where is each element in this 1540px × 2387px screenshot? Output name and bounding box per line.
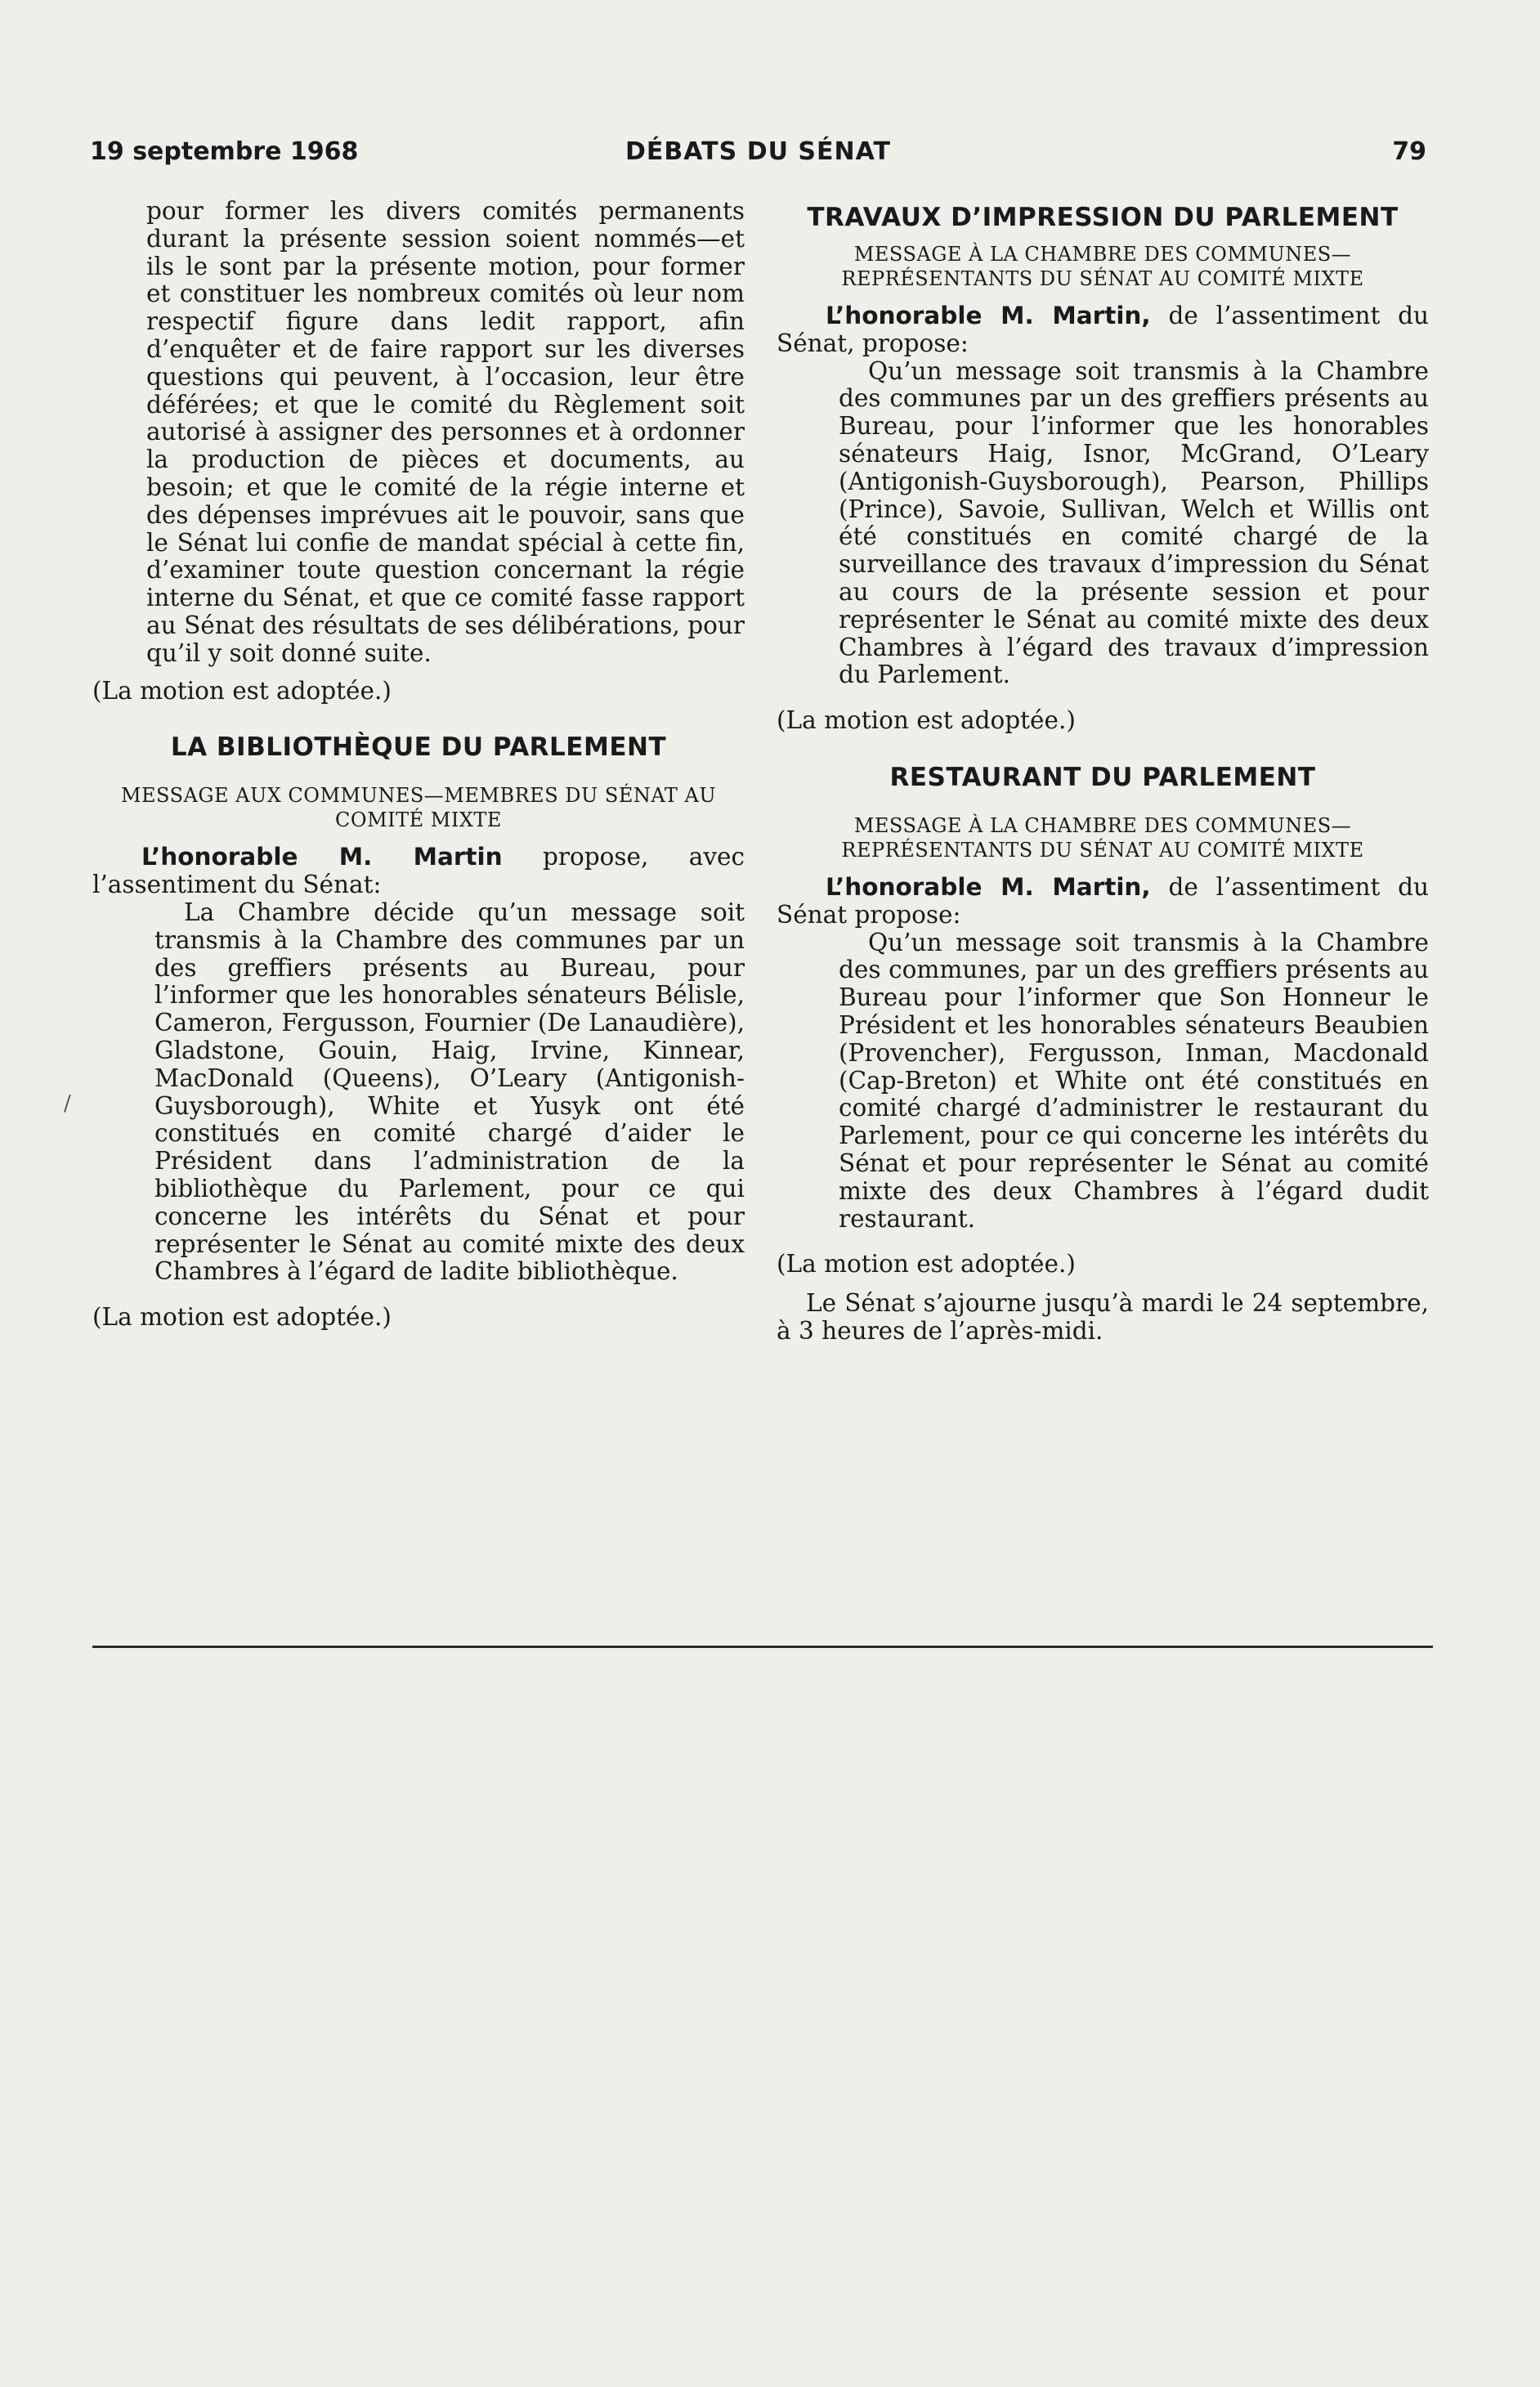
- section-title-bibliotheque: LA BIBLIOTHÈQUE DU PARLEMENT: [170, 732, 667, 763]
- speaker-text-restaurant: de l’assentiment du Sénat propose:: [777, 872, 1429, 929]
- impression-resolution-text: Qu’un message soit transmis à la Chambre des communes par un des greffiers présents au Bureau, pour l’informer que les honorables sénateurs Haig, Isnor, McGrand, O’Leary (Antigonish-Guysborough), Pearson, Phillips (Prince), Savoie, Sullivan, Welch et Willis ont été constitués en comité chargé de la surveillance des travaux d’impression du Sénat au cours de la présente session et pour représenter le Sénat au comité mixte des deux Chambres à l’égard des travaux d’impression du Parlement.: [839, 356, 1429, 689]
- speaker-paragraph-impression: [777, 302, 1429, 358]
- speaker-text-impression: de l’assentiment du Sénat, propose:: [777, 302, 1429, 357]
- restaurant-resolution-text: Qu’un message soit transmis à la Chambre des communes, par un des greffiers présents au Bureau pour l’informer que Son Honneur le Président et les honorables sénateurs Beaubien (Provencher), Fergusson, Inman, Macdonald (Cap-Breton) et White ont été constitués en comité chargé d’administrer le restaurant du Parlement, pour ce qui concerne les intérêts du Sénat et pour représenter le Sénat au comité mixte des deux Chambres à l’égard dudit restaurant.: [839, 928, 1429, 1233]
- continuation-paragraph: pour former les divers comités permanents durant la présente session soient nommés—et ils le sont par la présente motion, pour former et constituer les nombreux comités où leur nom respectif figure dans ledit rapport, afin d’enquêter et de faire rapport sur les diverses questions qui peuvent, à l’occasion, leur être déférées; et que le comité du Règlement soit autorisé à assigner des personnes et à ordonner la production de pièces et documents, au besoin; et que le comité de la régie interne et des dépenses imprévues ait le pouvoir, sans que le Sénat lui confie de mandat spécial à cette fin, d’examiner toute question concernant la régie interne du Sénat, et que ce comité fasse rapport au Sénat des résultats de ses délibérations, pour qu’il y soit donné suite.: [146, 197, 745, 667]
- section-title-impression: TRAVAUX D’IMPRESSION DU PARLEMENT: [807, 203, 1399, 232]
- adjournment-paragraph: Le Sénat s’ajourne jusqu’à mardi le 24 septembre, à 3 heures de l’après-midi.: [777, 1289, 1429, 1345]
- speaker-paragraph-restaurant: [777, 874, 1429, 929]
- margin-mark: /: [64, 1091, 71, 1116]
- header-title: DÉBATS DU SÉNAT: [625, 137, 891, 166]
- motion-adopted-2: (La motion est adoptée.): [92, 1303, 392, 1332]
- section-subtitle-impression: MESSAGE À LA CHAMBRE DES COMMUNES—REPRÉSENTANTS DU SÉNAT AU COMITÉ MIXTE: [841, 243, 1364, 290]
- speaker-name-impression: L’honorable M. Martin,: [826, 302, 1151, 329]
- resolution-quote: [92, 899, 745, 1286]
- resolution-text: La Chambre décide qu’un message soit transmis à la Chambre des communes par un des greffiers présents au Bureau, pour l’informer que les honorables sénateurs Bélisle, Cameron, Fergusson, Fournier (De Lanaudière), Gladstone, Gouin, Haig, Irvine, Kinnear, MacDonald (Queens), O’Leary (Antigonish-Guysborough), White et Yusyk ont été constitués en comité chargé d’aider le Président dans l’administration de la bibliothèque du Parlement, pour ce qui concerne les intérêts du Sénat et pour représenter le Sénat au comité mixte des deux Chambres à l’égard de ladite bibliothèque.: [154, 898, 745, 1286]
- speaker-text: propose, avec l’assentiment du Sénat:: [92, 843, 745, 899]
- motion-adopted-1: (La motion est adoptée.): [92, 676, 392, 705]
- motion-adopted-restaurant: (La motion est adoptée.): [777, 1250, 1076, 1279]
- page-number: 79: [1392, 137, 1426, 166]
- left-column: [92, 198, 745, 1332]
- restaurant-quote: [777, 929, 1429, 1234]
- speaker-name: L’honorable M. Martin: [141, 843, 503, 871]
- bottom-rule: [92, 1646, 1433, 1648]
- header-date: 19 septembre 1968: [90, 137, 359, 166]
- speaker-name-restaurant: L’honorable M. Martin,: [826, 872, 1151, 901]
- impression-quote: [777, 358, 1429, 690]
- speaker-paragraph: [92, 844, 745, 899]
- section-subtitle-restaurant: MESSAGE À LA CHAMBRE DES COMMUNES—REPRÉSENTANTS DU SÉNAT AU COMITÉ MIXTE: [841, 813, 1364, 862]
- motion-adopted-impression: (La motion est adoptée.): [777, 706, 1076, 735]
- page-header: [90, 137, 1426, 173]
- section-subtitle-bibliotheque: MESSAGE AUX COMMUNES—MEMBRES DU SÉNAT AU COMITÉ MIXTE: [120, 784, 717, 832]
- right-column: [777, 198, 1429, 1346]
- section-title-restaurant: RESTAURANT DU PARLEMENT: [889, 762, 1316, 792]
